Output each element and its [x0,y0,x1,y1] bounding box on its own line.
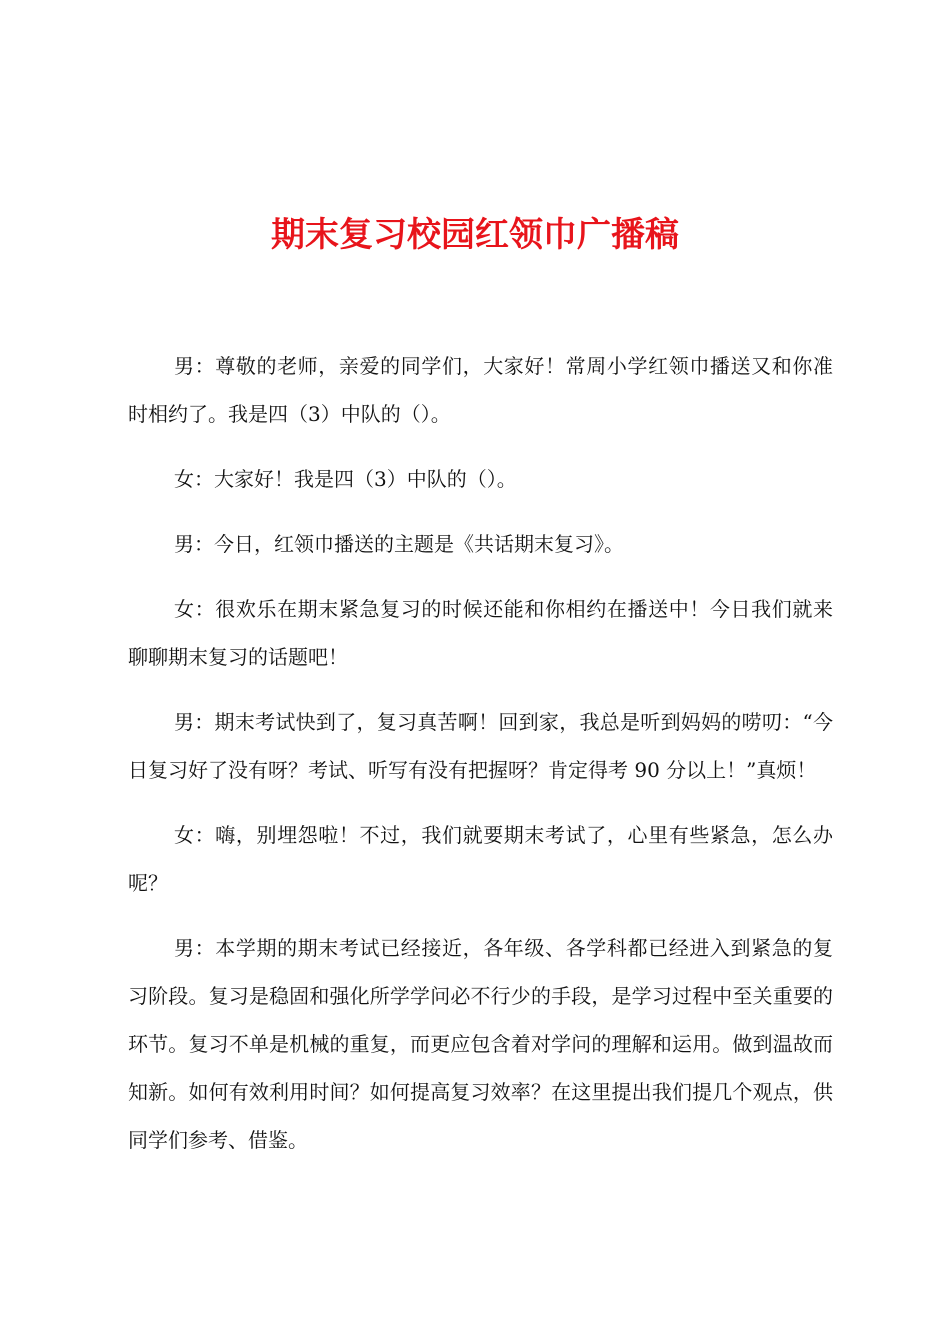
paragraph-5: 男：期末考试快到了，复习真苦啊！回到家，我总是听到妈妈的唠叨：“今日复习好了没有呀？考试、听写有没有把握呀？肯定得考 90 分以上！”真烦！ [128,710,833,782]
paragraph-6: 女：嗨，别埋怨啦！不过，我们就要期末考试了，心里有些紧急，怎么办呢？ [128,823,833,895]
paragraph-2: 女：大家好！我是四（3）中队的（）。 [174,467,517,491]
document-body [128,342,833,1181]
paragraph-1: 男：尊敬的老师，亲爱的同学们，大家好！常周小学红领巾播送又和你准时相约了。我是四（3）中队的（）。 [128,354,833,426]
paragraph-3: 男：今日，红领巾播送的主题是《共话期末复习》。 [174,532,624,556]
paragraph-7: 男：本学期的期末考试已经接近，各年级、各学科都已经进入到紧急的复习阶段。复习是稳固和强化所学学问必不行少的手段，是学习过程中至关重要的环节。复习不单是机械的重复，而更应包含着对学问的理解和运用。做到温故而知新。如何有效利用时间？如何提高复习效率？在这里提出我们提几个观点，供同学们参考、借鉴。 [128,936,833,1152]
document-title: 期末复习校园红领巾广播稿 [271,215,679,255]
paragraph-4: 女：很欢乐在期末紧急复习的时候还能和你相约在播送中！今日我们就来聊聊期末复习的话题吧！ [128,597,833,669]
